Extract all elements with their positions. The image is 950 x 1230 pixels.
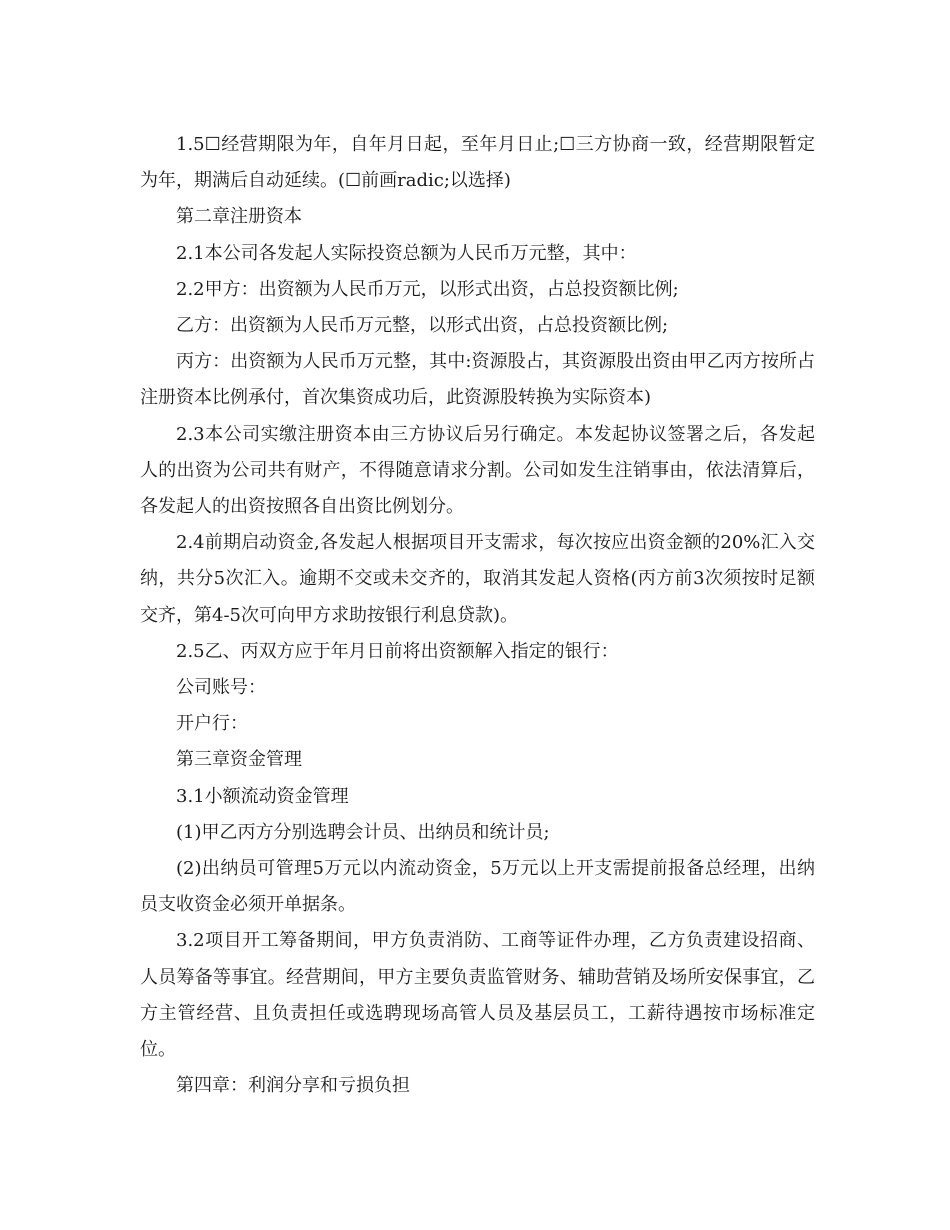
paragraph-party-b: 乙方：出资额为人民币万元整，以形式出资，占总投资额比例;	[176, 315, 669, 337]
list-item-1: (1)甲乙丙方分别选聘会计员、出纳员和统计员;	[176, 821, 550, 843]
bank-line: 开户行：	[176, 713, 248, 735]
paragraph-2-1: 2.1本公司各发起人实际投资总额为人民币万元整，其中：	[176, 242, 637, 264]
paragraph-3-1: 3.1小额流动资金管理	[176, 785, 349, 807]
paragraph-2-2: 2.2甲方：出资额为人民币万元，以形式出资，占总投资额比例;	[176, 278, 679, 300]
paragraph-2-4: 2.4前期启动资金,各发起人根据项目开支需求，每次按应出资金额的20%汇入交纳，共分5次汇入。逾期不交或未交齐的，取消其发起人资格(丙方前3次须按时足额交齐，第4-5次可向甲方求助按银行利息贷款)。	[140, 532, 815, 626]
paragraph-1-5-term: 1.5☐经营期限为年，自年月日起，至年月日止;☐三方协商一致，经营期限暂定为年，期满后自动延续。(☐前画radic;以选择)	[140, 134, 815, 192]
chapter-3-heading: 第三章资金管理	[176, 749, 302, 771]
list-item-2: (2)出纳员可管理5万元以内流动资金，5万元以上开支需提前报备总经理，出纳员支收资金必须开单据条。	[140, 858, 815, 916]
chapter-4-heading: 第四章：利润分享和亏损负担	[176, 1075, 410, 1097]
document-body	[140, 127, 815, 1104]
paragraph-3-2: 3.2项目开工筹备期间，甲方负责消防、工商等证件办理，乙方负责建设招商、人员筹备等事宜。经营期间，甲方主要负责监管财务、辅助营销及场所安保事宜，乙方主管经营、且负责担任或选聘现场高管人员及基层员工，工薪待遇按市场标准定位。	[140, 930, 815, 1061]
company-account-line: 公司账号：	[176, 677, 266, 699]
paragraph-party-c: 丙方：出资额为人民币万元整，其中:资源股占，其资源股出资由甲乙丙方按所占注册资本比例承付，首次集资成功后，此资源股转换为实际资本)	[140, 351, 815, 409]
paragraph-2-3: 2.3本公司实缴注册资本由三方协议后另行确定。本发起协议签署之后，各发起人的出资为公司共有财产，不得随意请求分割。公司如发生注销事由，依法清算后，各发起人的出资按照各自出资比例划分。	[140, 423, 815, 518]
paragraph-2-5: 2.5乙、丙双方应于年月日前将出资额解入指定的银行：	[176, 640, 619, 662]
chapter-2-heading: 第二章注册资本	[176, 206, 302, 228]
